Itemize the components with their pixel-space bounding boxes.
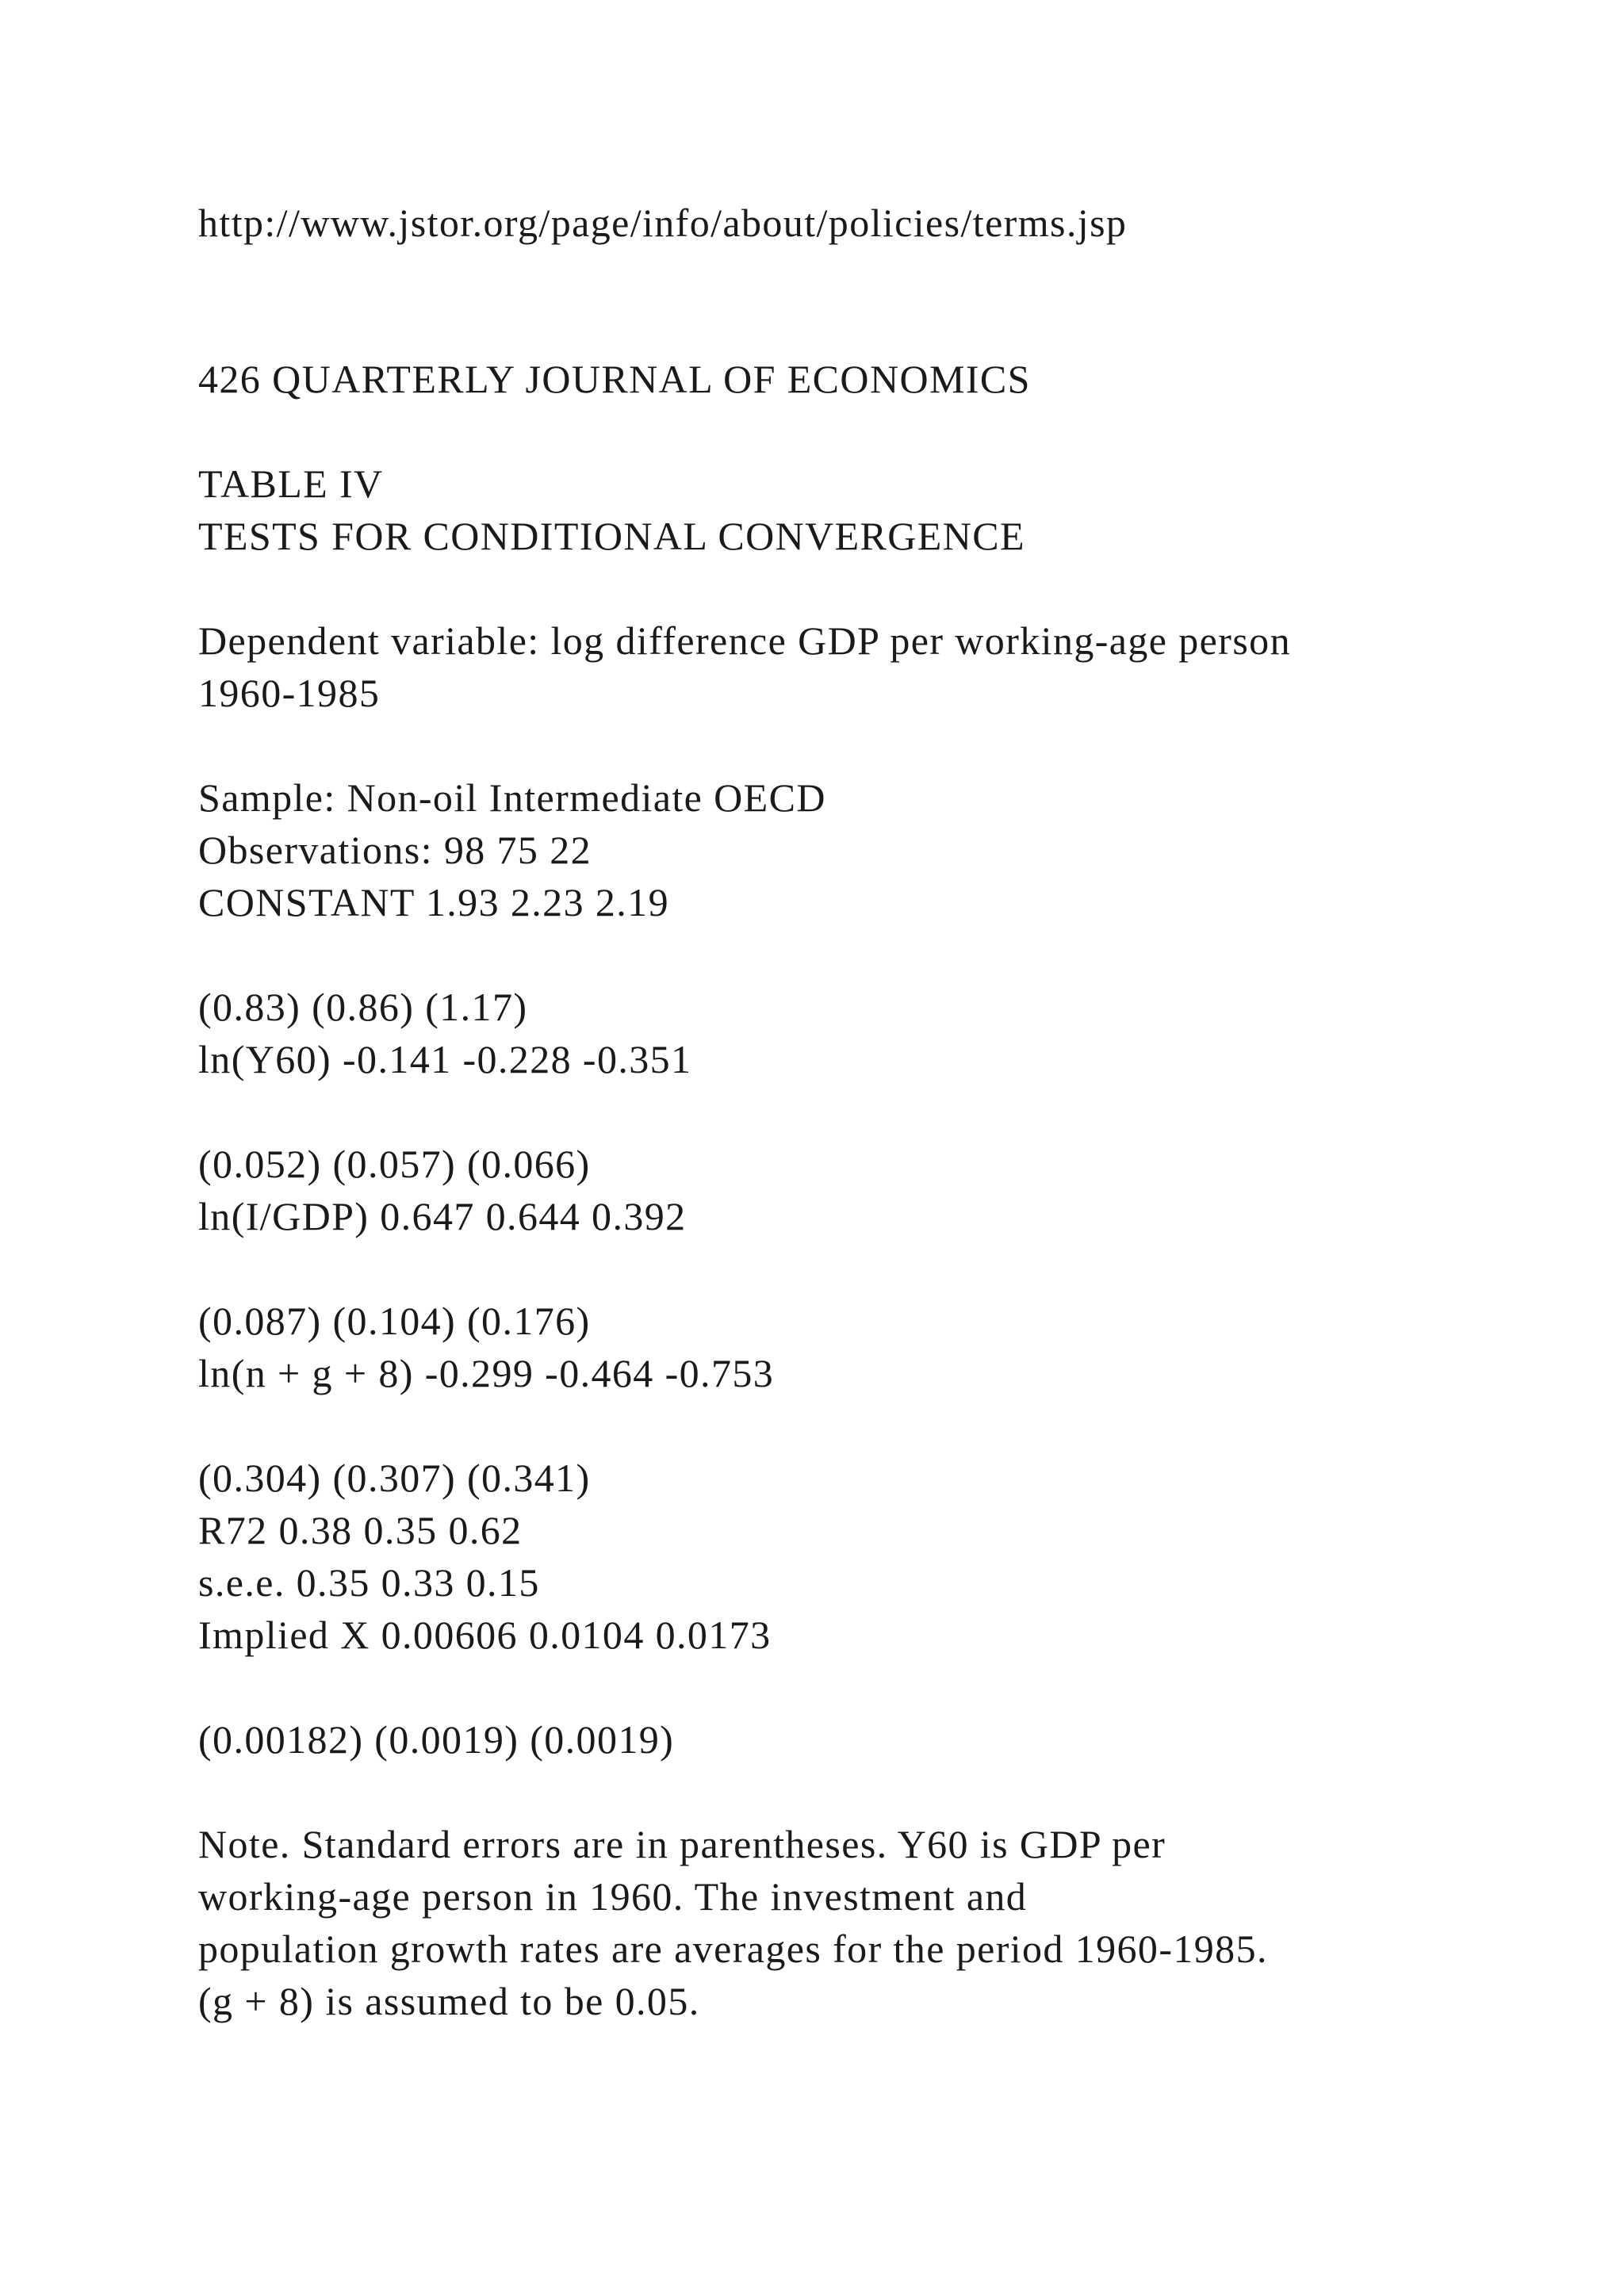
dependent-variable-period: 1960-1985 bbox=[198, 671, 381, 715]
implied-lambda-row: Implied X 0.00606 0.0104 0.0173 bbox=[198, 1613, 772, 1657]
lnngd-se-row: (0.304) (0.307) (0.341) bbox=[198, 1456, 591, 1500]
table-title: TESTS FOR CONDITIONAL CONVERGENCE bbox=[198, 514, 1025, 558]
observations-row: Observations: 98 75 22 bbox=[198, 828, 592, 872]
lnigdp-row: ln(I/GDP) 0.647 0.644 0.392 bbox=[198, 1194, 687, 1238]
see-row: s.e.e. 0.35 0.33 0.15 bbox=[198, 1560, 540, 1605]
dependent-variable: Dependent variable: log difference GDP per working-age person bbox=[198, 618, 1291, 663]
running-header: 426 QUARTERLY JOURNAL OF ECONOMICS bbox=[198, 357, 1031, 401]
lnigdp-se-row: (0.087) (0.104) (0.176) bbox=[198, 1299, 591, 1343]
lnngd-row: ln(n + g + 8) -0.299 -0.464 -0.753 bbox=[198, 1351, 775, 1395]
implied-lambda-se-row: (0.00182) (0.0019) (0.0019) bbox=[198, 1717, 675, 1762]
table-label: TABLE IV bbox=[198, 461, 384, 506]
note-line-3: population growth rates are averages for the period 1960-1985. bbox=[198, 1927, 1268, 1971]
source-url: http://www.jstor.org/page/info/about/policies/terms.jsp bbox=[198, 201, 1128, 245]
r2-row: R72 0.38 0.35 0.62 bbox=[198, 1508, 523, 1552]
sample-row: Sample: Non-oil Intermediate OECD bbox=[198, 775, 826, 820]
constant-row: CONSTANT 1.93 2.23 2.19 bbox=[198, 880, 669, 924]
note-line-1: Note. Standard errors are in parentheses. Y60 is GDP per bbox=[198, 1822, 1166, 1866]
constant-se-row: (0.83) (0.86) (1.17) bbox=[198, 985, 528, 1029]
lny60-row: ln(Y60) -0.141 -0.228 -0.351 bbox=[198, 1037, 692, 1081]
note-line-4: (g + 8) is assumed to be 0.05. bbox=[198, 1979, 700, 2023]
lny60-se-row: (0.052) (0.057) (0.066) bbox=[198, 1142, 591, 1186]
note-line-2: working-age person in 1960. The investment and bbox=[198, 1874, 1028, 1919]
